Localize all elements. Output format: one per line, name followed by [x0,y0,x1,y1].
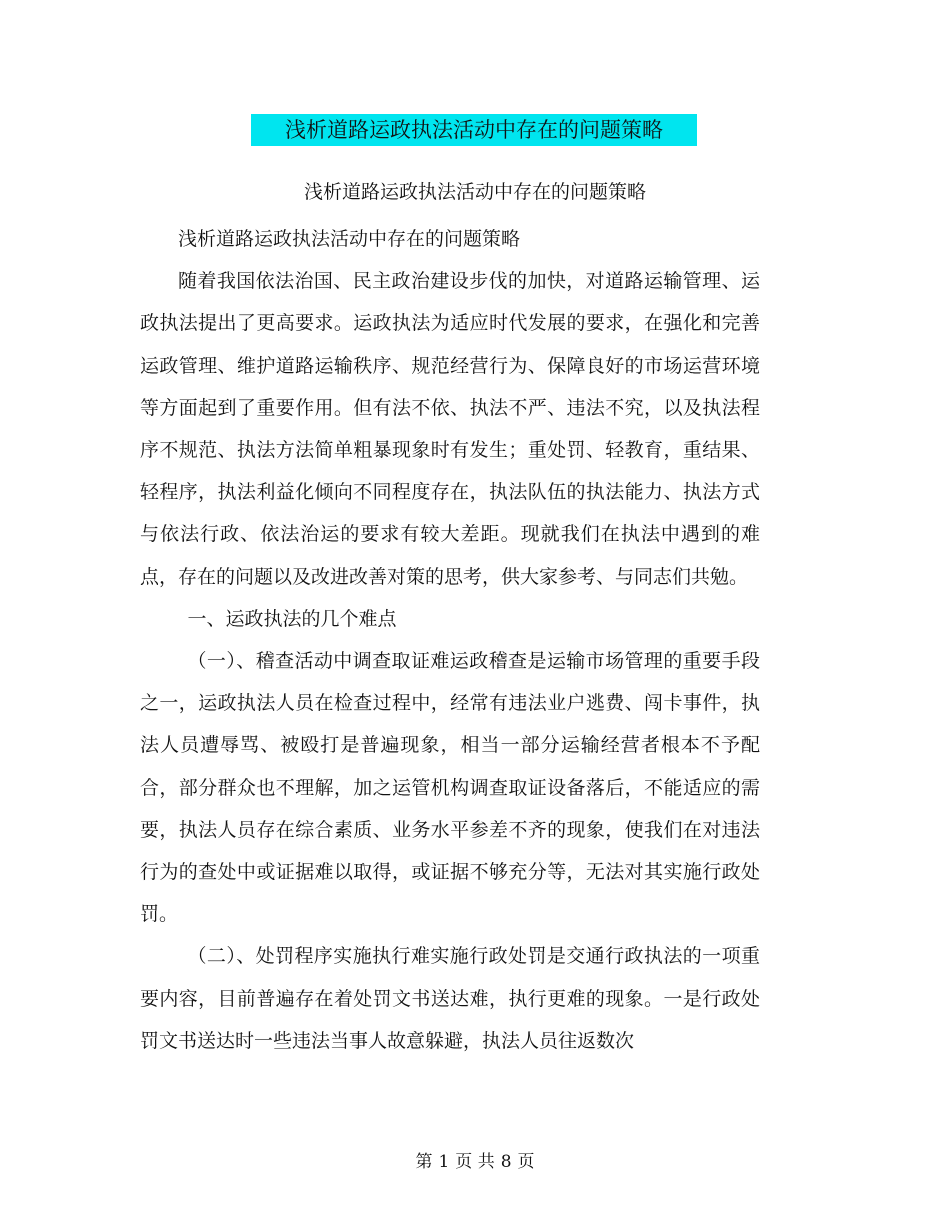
section-heading: 一、运政执法的几个难点 [187,607,397,630]
paragraph-heading: 浅析道路运政执法活动中存在的问题策略 [178,228,521,250]
footer-total-pages: 8 [500,1152,512,1172]
page-footer [0,1150,950,1174]
document-title: 浅析道路运政执法活动中存在的问题策略 [251,114,697,146]
paragraph-subsection-2: （二）、处罚程序实施执行难实施行政处罚是交通行政执法的一项重要内容，目前普遍存在着处罚文书送达难，执行更难的现象。一是行政处罚文书送达时一些违法当事人故意躲避，执法人员往返数次 [140,945,760,1052]
footer-prefix: 第 [415,1152,433,1172]
paragraph-subsection-1: （一）、稽查活动中调查取证难运政稽查是运输市场管理的重要手段之一，运政执法人员在检查过程中，经常有违法业户逃费、闯卡事件，执法人员遭辱骂、被殴打是普遍现象，相当一部分运输经营者根本不予配合，部分群众也不理解，加之运管机构调查取证设备落后，不能适应的需要，执法人员存在综合素质、业务水平参差不齐的现象，使我们在对违法行为的查处中或证据难以取得，或证据不够充分等，无法对其实施行政处罚。 [140,650,760,926]
footer-page-number: 1 [438,1152,450,1172]
footer-suffix: 页 [517,1152,535,1172]
paragraph-intro: 随着我国依法治国、民主政治建设步伐的加快，对道路运输管理、运政执法提出了更高要求。运政执法为适应时代发展的要求，在强化和完善运政管理、维护道路运输秩序、规范经营行为、保障良好的市场运营环境等方面起到了重要作用。但有法不依、执法不严、违法不究，以及执法程序不规范、执法方法简单粗暴现象时有发生；重处罚、轻教育，重结果、轻程序，执法利益化倾向不同程度存在，执法队伍的执法能力、执法方式与依法行政、依法治运的要求有较大差距。现就我们在执法中遇到的难点，存在的问题以及改进改善对策的思考，供大家参考、与同志们共勉。 [140,270,760,588]
document-subtitle: 浅析道路运政执法活动中存在的问题策略 [303,181,646,203]
footer-middle: 页 共 [455,1152,495,1172]
document-body [140,218,760,1062]
